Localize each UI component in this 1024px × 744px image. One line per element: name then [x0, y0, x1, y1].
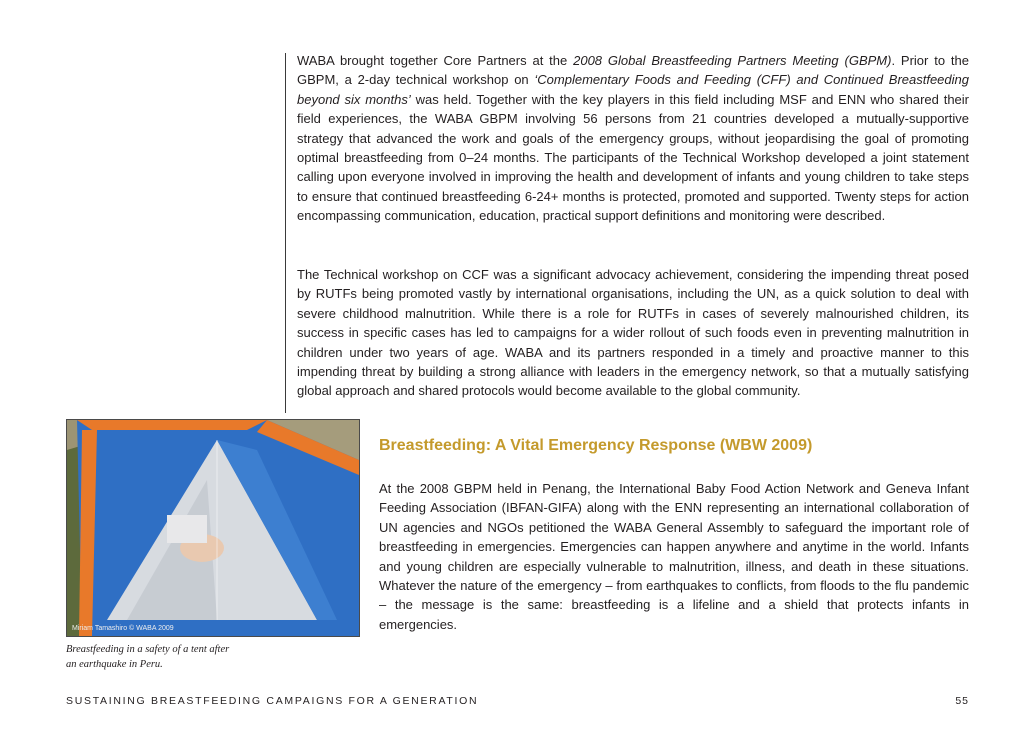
footer-title: SUSTAINING BREASTFEEDING CAMPAIGNS FOR A GENERATION	[66, 695, 479, 707]
p1-text-b: . Prior to the GBPM, a 2-day technical workshop on	[297, 53, 969, 88]
body-paragraph-1	[297, 51, 969, 226]
p1-text-c: was held. Together with the key players in this field including MSF and ENN who shared their field experiences, the WABA GBPM involving 56 persons from 21 countries developed a mutually-supportive strategy that advanced the work and goals of the emergency groups, without jeopardising the goal of promoting optimal breastfeeding from 0–24 months. The participants of the Technical Workshop developed a joint statement calling upon everyone involved in improving the health and development of infants and young children to take steps to ensure that continued breastfeeding 6-24+ months is protected, promoted and supported. Twenty steps for action encompassing communication, education, practical support definitions and monitoring were described.	[297, 91, 970, 224]
body-paragraph-2: The Technical workshop on CCF was a significant advocacy achievement, considering the impending threat posed by RUTFs being promoted vastly by international organisations, including the UN, as a quick solution to deal with severe childhood malnutrition. While there is a role for RUTFs in cases of severely malnourished children, its success in specific cases has led to campaigns for a wider rollout of such foods even in preventing malnutrition in children under two years of age. WABA and its partners responded in a timely and proactive manner to this impending threat by building a strong alliance with leaders in the emergency network, so that a mutually satisfying global approach and shared protocols would become available to the global community.	[297, 267, 969, 399]
p1-meeting-name: 2008 Global Breastfeeding Partners Meeting (GBPM)	[573, 53, 892, 68]
tent-photo	[66, 419, 360, 637]
p1-workshop-title: ‘Complementary Foods and Feeding (CFF) and Continued Breastfeeding beyond six months’	[297, 72, 969, 107]
caption-line-1: Breastfeeding in a safety of a tent after	[66, 644, 230, 655]
p1-text-a: WABA brought together Core Partners at the	[297, 53, 574, 68]
page-number: 55	[955, 695, 969, 707]
photo-caption	[66, 642, 266, 672]
section-heading: Breastfeeding: A Vital Emergency Response (WBW 2009)	[379, 437, 813, 454]
tent-illustration	[67, 420, 359, 636]
caption-line-2: an earthquake in Peru.	[66, 659, 163, 670]
vertical-rule	[285, 53, 286, 413]
photo-credit: Miriam Tamashiro © WABA 2009	[72, 625, 174, 632]
section-paragraph: At the 2008 GBPM held in Penang, the International Baby Food Action Network and Geneva Infant Feeding Association (IBFAN-GIFA) along with the ENN representing an international collaboration of UN agencies and NGOs petitioned the WABA General Assembly to safeguard the important role of breastfeeding in emergencies. Emergencies can happen anywhere and anytime in the world. Infants and young children are especially vulnerable to malnutrition, illness, and death in these situations. Whatever the nature of the emergency – from earthquakes to conflicts, from floods to the flu pandemic – the message is the same: breastfeeding is a lifeline and a shield that protects infants in emergencies.	[379, 481, 969, 632]
